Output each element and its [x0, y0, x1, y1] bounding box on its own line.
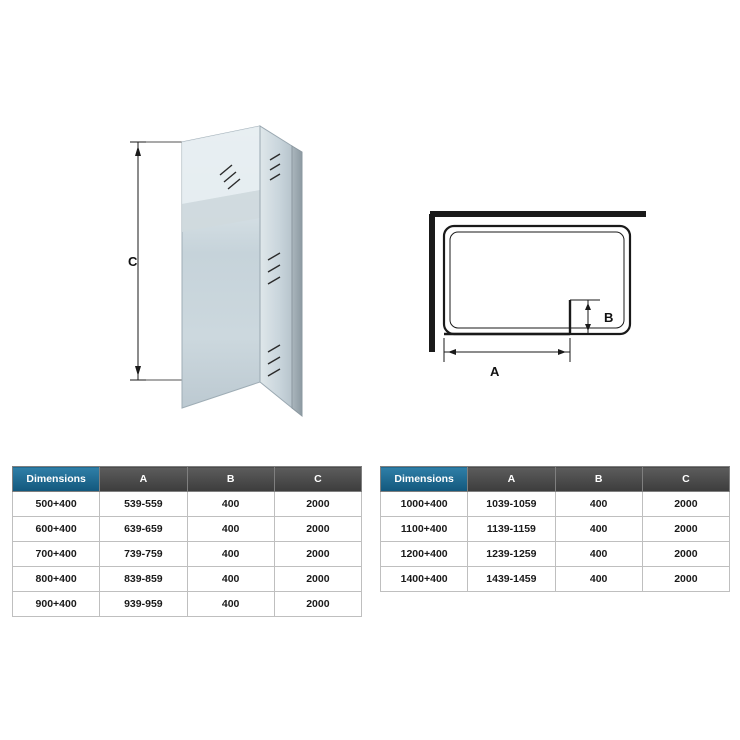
panel-3d-svg [120, 120, 380, 430]
cell-a: 1439-1459 [468, 567, 555, 592]
table-row [13, 517, 362, 542]
cell-dimensions: 1100+400 [381, 517, 468, 542]
table-row [381, 567, 730, 592]
table-row [381, 517, 730, 542]
cell-a: 839-859 [100, 567, 187, 592]
cell-a: 539-559 [100, 492, 187, 517]
table-row [13, 592, 362, 617]
cell-c: 2000 [274, 492, 361, 517]
glass-panel-edge-strip [292, 146, 302, 416]
cell-b: 400 [555, 542, 642, 567]
header-c: C [642, 467, 729, 492]
cell-dimensions: 700+400 [13, 542, 100, 567]
cell-c: 2000 [642, 517, 729, 542]
cell-dimensions: 800+400 [13, 567, 100, 592]
header-a: A [468, 467, 555, 492]
cell-a: 1039-1059 [468, 492, 555, 517]
table-row [13, 492, 362, 517]
header-b: B [555, 467, 642, 492]
table-row [381, 492, 730, 517]
cell-a: 1139-1159 [468, 517, 555, 542]
cell-dimensions: 600+400 [13, 517, 100, 542]
header-a: A [100, 467, 187, 492]
table-header-row [381, 467, 730, 492]
header-c: C [274, 467, 361, 492]
label-b: B [604, 310, 614, 325]
cell-dimensions: 900+400 [13, 592, 100, 617]
header-dimensions: Dimensions [381, 467, 468, 492]
cell-c: 2000 [642, 542, 729, 567]
table-row [13, 542, 362, 567]
header-dimensions: Dimensions [13, 467, 100, 492]
cell-c: 2000 [274, 592, 361, 617]
header-b: B [187, 467, 274, 492]
table-header-row [13, 467, 362, 492]
cell-dimensions: 1200+400 [381, 542, 468, 567]
plan-view-svg [410, 200, 660, 400]
cell-a: 939-959 [100, 592, 187, 617]
label-c: C [128, 254, 138, 269]
cell-b: 400 [187, 542, 274, 567]
dimensions-table-right [380, 466, 730, 592]
cell-b: 400 [187, 567, 274, 592]
shower-panel-3d-view [120, 120, 380, 430]
leader-lines [138, 142, 182, 380]
cell-b: 400 [187, 517, 274, 542]
cell-dimensions: 1400+400 [381, 567, 468, 592]
cell-b: 400 [187, 592, 274, 617]
cell-a: 639-659 [100, 517, 187, 542]
cell-c: 2000 [274, 517, 361, 542]
dimensions-table-left [12, 466, 362, 617]
shower-tray-plan-view [410, 200, 660, 400]
cell-dimensions: 1000+400 [381, 492, 468, 517]
dimension-line-a [444, 338, 570, 362]
table-row [381, 542, 730, 567]
label-a: A [490, 364, 500, 379]
cell-dimensions: 500+400 [13, 492, 100, 517]
tray-inner-outline [450, 232, 624, 328]
cell-b: 400 [187, 492, 274, 517]
cell-b: 400 [555, 567, 642, 592]
cell-c: 2000 [642, 567, 729, 592]
cell-a: 739-759 [100, 542, 187, 567]
table-row [13, 567, 362, 592]
cell-c: 2000 [642, 492, 729, 517]
cell-b: 400 [555, 517, 642, 542]
cell-c: 2000 [274, 542, 361, 567]
cell-a: 1239-1259 [468, 542, 555, 567]
cell-b: 400 [555, 492, 642, 517]
cell-c: 2000 [274, 567, 361, 592]
